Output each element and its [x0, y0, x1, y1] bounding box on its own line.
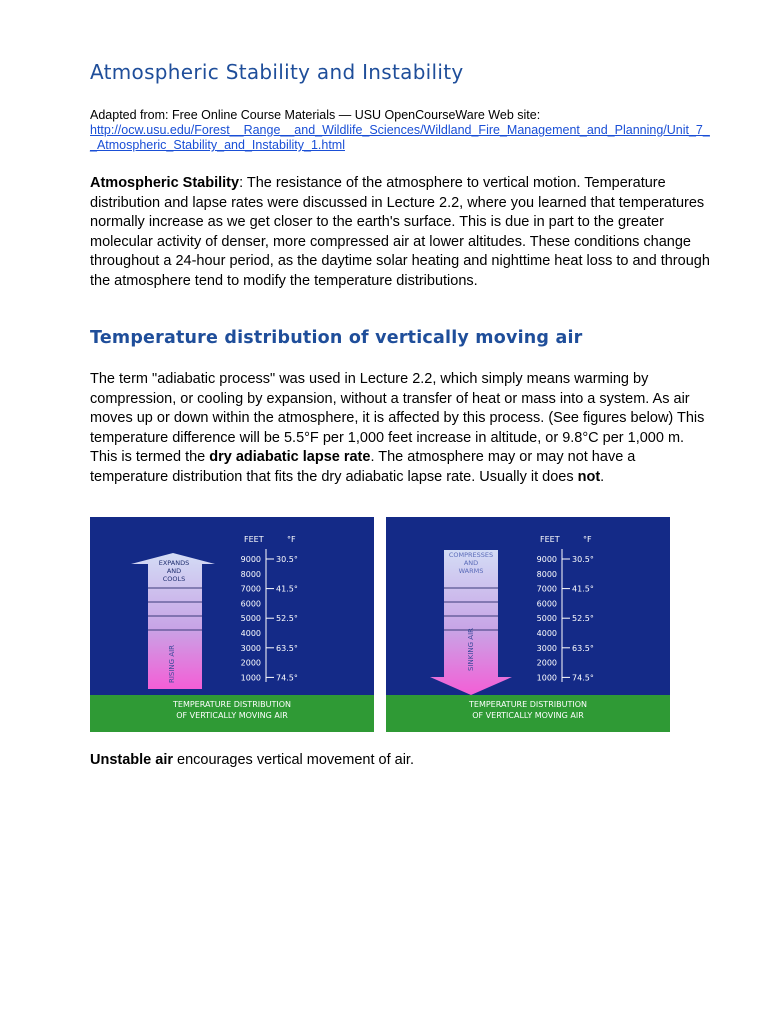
arrow-label-line2: AND — [463, 559, 479, 567]
source-link[interactable]: http://ocw.usu.edu/Forest__Range__and_Wildlife_Sciences/Wildland_Fire_Management_and_Planning/Unit_7__Atmospheric_Stability_and_Instability_1.html — [90, 123, 710, 152]
adiabatic-bold-not: not — [577, 468, 601, 485]
side-label: RISING AIR — [168, 644, 176, 683]
page-title: Atmospheric Stability and Instability — [90, 60, 464, 84]
side-label: SINKING AIR — [467, 627, 475, 671]
adiabatic-bold-lapse-rate: dry adiabatic lapse rate — [209, 449, 371, 465]
altitude-label: 5000 — [240, 614, 261, 624]
altitude-label: 8000 — [240, 569, 261, 579]
arrow-label-line3: WARMS — [458, 567, 484, 575]
temperature-label: 41.5° — [572, 584, 594, 594]
altitude-label: 2000 — [240, 658, 261, 668]
temperature-label: 63.5° — [276, 643, 298, 653]
altitude-label: 3000 — [536, 643, 557, 653]
altitude-label: 8000 — [536, 569, 557, 579]
arrow-label-line1: COMPRESSES — [448, 551, 494, 559]
stability-term: Atmospheric Stability — [90, 175, 240, 191]
altitude-label: 9000 — [240, 555, 261, 564]
adiabatic-text-b: . The atmosphere may or may not have a temperature distribution that fits the dry adiabatic lapse rate. Usually it does — [90, 449, 636, 485]
altitude-label: 6000 — [240, 599, 261, 609]
temperature-label: 74.5° — [276, 673, 298, 683]
stability-definition-text: : The resistance of the atmosphere to vertical motion. Temperature distribution and lapse rates were discussed in Lecture 2.2, where you learned that temperatures normally increase as we get closer to the earth's surface. This is due in part to the greater molecular activity of denser, more compressed air at lower altitudes. These conditions change throughout a 24-hour period, as the daytime solar heating and nighttime heat loss to and through the atmosphere tend to modify the temperature distributions. — [90, 175, 710, 289]
stability-definition-paragraph — [90, 174, 710, 291]
unstable-air-term: Unstable air — [90, 752, 173, 768]
altitude-label: 4000 — [240, 629, 261, 638]
rising-air-figure — [90, 517, 374, 732]
sinking-air-diagram — [386, 517, 670, 732]
temperature-label: 74.5° — [572, 673, 594, 683]
altitude-label: 9000 — [536, 555, 557, 564]
altitude-label: 6000 — [536, 599, 557, 609]
altitude-label: 3000 — [240, 643, 261, 653]
sinking-air-figure — [386, 517, 670, 732]
rising-air-diagram — [90, 517, 374, 732]
altitude-label: 7000 — [240, 584, 261, 594]
altitude-label: 1000 — [240, 673, 261, 683]
section-heading: Temperature distribution of vertically moving air — [90, 328, 583, 348]
temperature-label: 41.5° — [276, 584, 298, 594]
arrow-label-line1: EXPANDS — [158, 559, 190, 567]
temperature-label: 30.5° — [276, 555, 298, 564]
source-prefix: Adapted from: Free Online Course Materials — USU OpenCourseWare Web site: — [90, 108, 541, 122]
caption-line2: OF VERTICALLY MOVING AIR — [176, 711, 288, 720]
altitude-label: 2000 — [536, 658, 557, 668]
degf-header: °F — [583, 535, 592, 544]
caption-line1: TEMPERATURE DISTRIBUTION — [469, 700, 587, 709]
temperature-label: 52.5° — [276, 614, 298, 624]
caption-line2: OF VERTICALLY MOVING AIR — [472, 711, 584, 720]
arrow-label-line3: COOLS — [162, 575, 186, 583]
source-attribution — [90, 108, 710, 153]
adiabatic-paragraph — [90, 370, 710, 487]
unstable-air-paragraph — [90, 751, 710, 771]
feet-header: FEET — [540, 535, 560, 544]
temperature-label: 52.5° — [572, 614, 594, 624]
arrow-label-line2: AND — [166, 567, 182, 575]
adiabatic-text-c: . — [600, 468, 605, 485]
altitude-label: 4000 — [536, 629, 557, 638]
degf-header: °F — [287, 535, 296, 544]
temperature-label: 30.5° — [572, 555, 594, 564]
unstable-air-text: encourages vertical movement of air. — [173, 752, 414, 768]
temperature-label: 63.5° — [572, 643, 594, 653]
caption-line1: TEMPERATURE DISTRIBUTION — [173, 700, 291, 709]
altitude-label: 1000 — [536, 673, 557, 683]
feet-header: FEET — [244, 535, 264, 544]
altitude-label: 5000 — [536, 614, 557, 624]
altitude-label: 7000 — [536, 584, 557, 594]
adiabatic-text-a: The term "adiabatic process" was used in Lecture 2.2, which simply means warming by compression, or cooling by expansion, without a transfer of heat or mass into a system. As air moves up or down within the atmosphere, it is affected by this process. (See figures below) This temperature difference will be 5.5°F per 1,000 feet increase in altitude, or 9.8°C per 1,000 m. This is termed the — [90, 371, 705, 465]
